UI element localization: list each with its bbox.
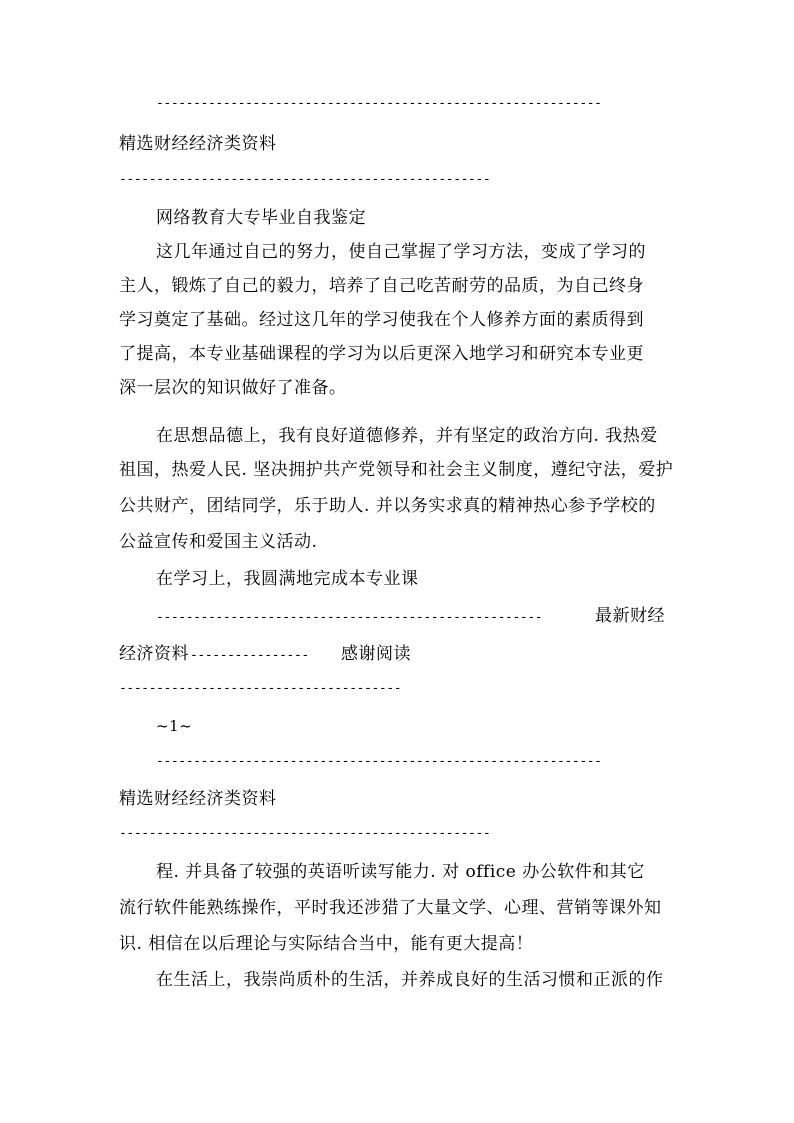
footer-label: 最新财经 [595, 606, 665, 626]
footer-rule: ---------------- [190, 648, 309, 663]
footer-label: 经济资料 [119, 644, 189, 664]
paragraph-line: 在生活上，我崇尚质朴的生活，并养成良好的生活习惯和正派的作 [156, 970, 664, 990]
paragraph-line: 识. 相信在以后理论与实际结合当中，能有更大提高！ [119, 934, 534, 954]
paragraph-line: 主人，锻炼了自己的毅力，培养了自己吃苦耐劳的品质，为自己终身 [119, 276, 644, 296]
paragraph-line: 在思想品德上，我有良好道德修养，并有坚定的政治方向. 我热爱 [156, 426, 658, 446]
header-top-rule: ------------------------------------------------------------ [156, 754, 602, 769]
header-label: 精选财经经济类资料 [119, 789, 277, 809]
paragraph-line: 流行软件能熟练操作，平时我还涉猎了大量文学、心理、营销等课外知 [119, 898, 662, 918]
paragraph-line: 公益宣传和爱国主义活动. [119, 532, 318, 552]
paragraph-line: 祖国，热爱人民. 坚决拥护共产党领导和社会主义制度，遵纪守法，爱护 [119, 460, 674, 480]
paragraph-line: 了提高，本专业基础课程的学习为以后更深入地学习和研究本专业更 [119, 344, 644, 364]
header-top-rule: ------------------------------------------------------------ [156, 96, 602, 111]
header-label: 精选财经经济类资料 [119, 134, 277, 154]
page-number: ~1~ [156, 717, 193, 735]
footer-thanks: 感谢阅读 [341, 644, 411, 664]
footer-rule: ---------------------------------------------------- [156, 610, 543, 625]
header-rule: -------------------------------------------------- [119, 172, 491, 187]
paragraph-line: 学习奠定了基础。经过这几年的学习使我在个人修养方面的素质得到 [119, 310, 644, 330]
document-title: 网络教育大专毕业自我鉴定 [156, 208, 366, 228]
header-rule: -------------------------------------------------- [119, 826, 491, 841]
footer-rule: -------------------------------------- [119, 681, 402, 696]
paragraph-line: 深一层次的知识做好了准备。 [119, 378, 347, 398]
paragraph-line: 程. 并具备了较强的英语听读写能力. 对 office 办公软件和其它 [156, 862, 645, 882]
paragraph-line: 公共财产，团结同学，乐于助人. 并以务实求真的精神热心参予学校的 [119, 496, 656, 516]
paragraph-line: 这几年通过自己的努力，使自己掌握了学习方法，变成了学习的 [156, 242, 646, 262]
paragraph-line: 在学习上，我圆满地完成本专业课 [156, 569, 419, 589]
